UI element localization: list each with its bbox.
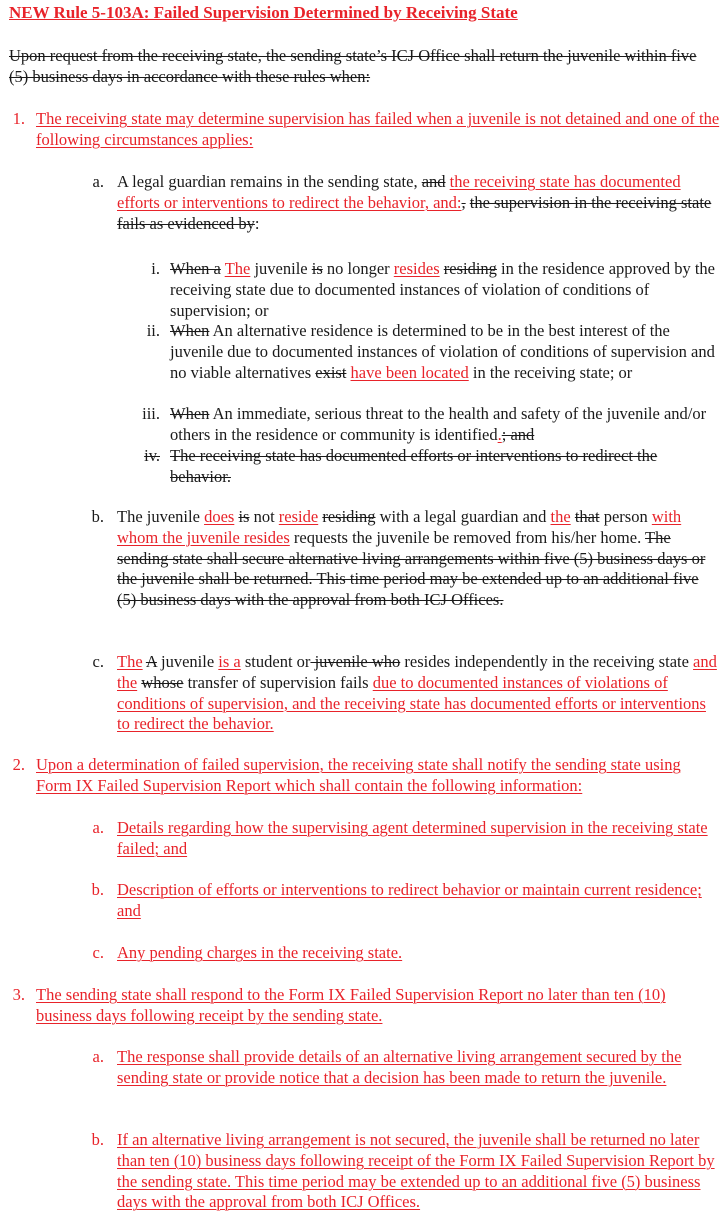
text-run: A legal guardian remains in the sending state, — [117, 172, 422, 191]
deleted-text: whose — [141, 672, 184, 692]
item-3a-text — [117, 1047, 717, 1089]
text-run: in the receiving state; or — [468, 362, 633, 382]
text-run: not — [249, 507, 279, 526]
item-1b-marker: b. — [91, 507, 104, 526]
item-2a-text — [117, 818, 717, 860]
inserted-text: The sending state shall respond to the Form IX Failed Supervision Report no later than ten (10) business days following receipt by the sending state. — [36, 985, 666, 1025]
item-1a-text — [117, 172, 717, 234]
text-run: no longer — [322, 259, 394, 278]
item-2-marker: 2. — [12, 755, 25, 774]
inserted-text: the receiving state has documented efforts or interventions to redirect the behavior, and: — [117, 172, 681, 212]
inserted-text: does — [204, 507, 235, 526]
inserted-text: Details regarding how the supervising agent determined supervision in the receiving state failed; and — [117, 818, 708, 858]
text-run: with a legal guardian and — [375, 507, 551, 526]
rule-title: NEW Rule 5-103A: Failed Supervision Determined by Receiving State — [9, 3, 518, 22]
item-1a-i-marker: i. — [151, 259, 160, 278]
item-3-marker: 3. — [12, 985, 25, 1004]
item-1a-ii-text — [170, 321, 720, 383]
item-1c-text — [117, 652, 717, 735]
text-run: An alternative residence is determined to be in the best interest of the juvenile due to documented instances of violation of conditions of supervision and no viable alternatives — [170, 321, 715, 382]
text-run: in the residence approved by the receiving state due to documented instances of violation of conditions of supervision; or — [170, 259, 716, 320]
item-2-text — [36, 755, 720, 797]
text-run: : — [254, 213, 260, 233]
deleted-text: The receiving state has documented efforts or interventions to redirect the behavior. — [170, 446, 658, 486]
deleted-text: A — [145, 652, 157, 671]
inserted-text: is a — [218, 652, 241, 671]
inserted-text: The — [224, 259, 251, 278]
deleted-text: When — [170, 321, 210, 340]
inserted-text: reside — [278, 507, 319, 526]
inserted-text: with whom the juvenile resides — [117, 507, 682, 547]
inserted-text: The — [117, 652, 143, 671]
deleted-text: exist — [315, 362, 347, 382]
deleted-text: The sending state shall secure alternative living arrangements within five (5) business days or the juvenile shall be returned. This time period may be extended up to an additional five (5) business days with the approval from both ICJ Offices. — [117, 527, 706, 610]
deleted-text: When a — [170, 259, 221, 278]
inserted-text: The response shall provide details of an alternative living arrangement secured by the sending state or provide notice that a decision has been made to return the juvenile. — [117, 1047, 682, 1087]
inserted-text: Any pending charges in the receiving state. — [117, 943, 403, 962]
text-run: student or — [240, 652, 311, 671]
text-run: resides independently in the receiving state — [400, 652, 694, 671]
item-1b-text — [117, 507, 717, 611]
deleted-text: When — [170, 404, 210, 423]
item-1a-i-text — [170, 259, 720, 321]
inserted-text: the — [550, 507, 571, 526]
item-1-text — [36, 109, 720, 151]
deleted-text: residing — [322, 507, 376, 526]
inserted-text: Upon a determination of failed supervision, the receiving state shall notify the sending state using Form IX Failed Supervision Report which shall contain the following information: — [36, 755, 681, 795]
item-1a-marker: a. — [92, 172, 104, 191]
deleted-text: is — [238, 507, 250, 526]
deleted-text: Upon request from the receiving state, the sending state’s ICJ Office shall return the juvenile within five (5) business days in accordance with these rules when: — [9, 46, 697, 86]
item-2b-marker: b. — [91, 880, 104, 899]
deleted-text: that — [574, 507, 600, 526]
item-2c-marker: c. — [92, 943, 104, 962]
item-2b-text — [117, 880, 717, 922]
inserted-text: resides — [393, 259, 440, 278]
item-3a-marker: a. — [92, 1047, 104, 1066]
inserted-text: due to documented instances of violations of conditions of supervision, and the receiving state has documented efforts or interventions to redirect the behavior. — [117, 672, 706, 734]
item-3b-marker: b. — [91, 1130, 104, 1149]
item-1a-iv-text — [170, 446, 720, 488]
inserted-text: If an alternative living arrangement is not secured, the juvenile shall be returned no later than ten (10) business days following receipt of the Form IX Failed Supervision Report by the sending state. This time period may be extended up to an additional five (5) business days with the approval from both ICJ Offices. — [117, 1130, 715, 1212]
intro-paragraph — [9, 46, 709, 88]
text-run: juvenile — [250, 259, 312, 278]
item-3b-text — [117, 1130, 717, 1213]
deleted-text: and — [421, 172, 446, 191]
inserted-text: The receiving state may determine supervision has failed when a juvenile is not detained and one of the following circumstances applies: — [36, 109, 720, 149]
text-run: juvenile — [156, 652, 219, 671]
text-run: transfer of supervision fails — [183, 672, 373, 692]
deleted-text: ; and — [501, 424, 535, 444]
deleted-text: is — [311, 259, 323, 278]
deleted-text: residing — [443, 259, 497, 278]
item-1a-iii-marker: iii. — [142, 404, 160, 423]
item-1a-iv-marker: iv. — [144, 446, 160, 465]
item-3-text — [36, 985, 706, 1027]
inserted-text: . — [497, 424, 502, 444]
inserted-text: have been located — [350, 362, 469, 382]
inserted-text: and the — [117, 652, 717, 692]
deleted-text: the supervision in the receiving state fails as evidenced by — [117, 192, 712, 233]
text-run: An immediate, serious threat to the health and safety of the juvenile and/or others in the residence or community is identified — [170, 404, 707, 444]
deleted-text: juvenile who — [310, 652, 401, 671]
item-1-marker: 1. — [12, 109, 25, 128]
item-1c-marker: c. — [92, 652, 104, 671]
item-2c-text — [117, 943, 717, 964]
text-run: The juvenile — [117, 507, 205, 526]
item-1a-ii-marker: ii. — [146, 321, 160, 340]
inserted-text: Description of efforts or interventions to redirect behavior or maintain current residence; and — [117, 880, 702, 920]
text-run: requests the juvenile be removed from his/her home. — [289, 527, 646, 547]
deleted-text: , — [461, 192, 466, 212]
text-run: person — [599, 507, 652, 526]
item-1a-iii-text — [170, 404, 720, 446]
item-2a-marker: a. — [92, 818, 104, 837]
